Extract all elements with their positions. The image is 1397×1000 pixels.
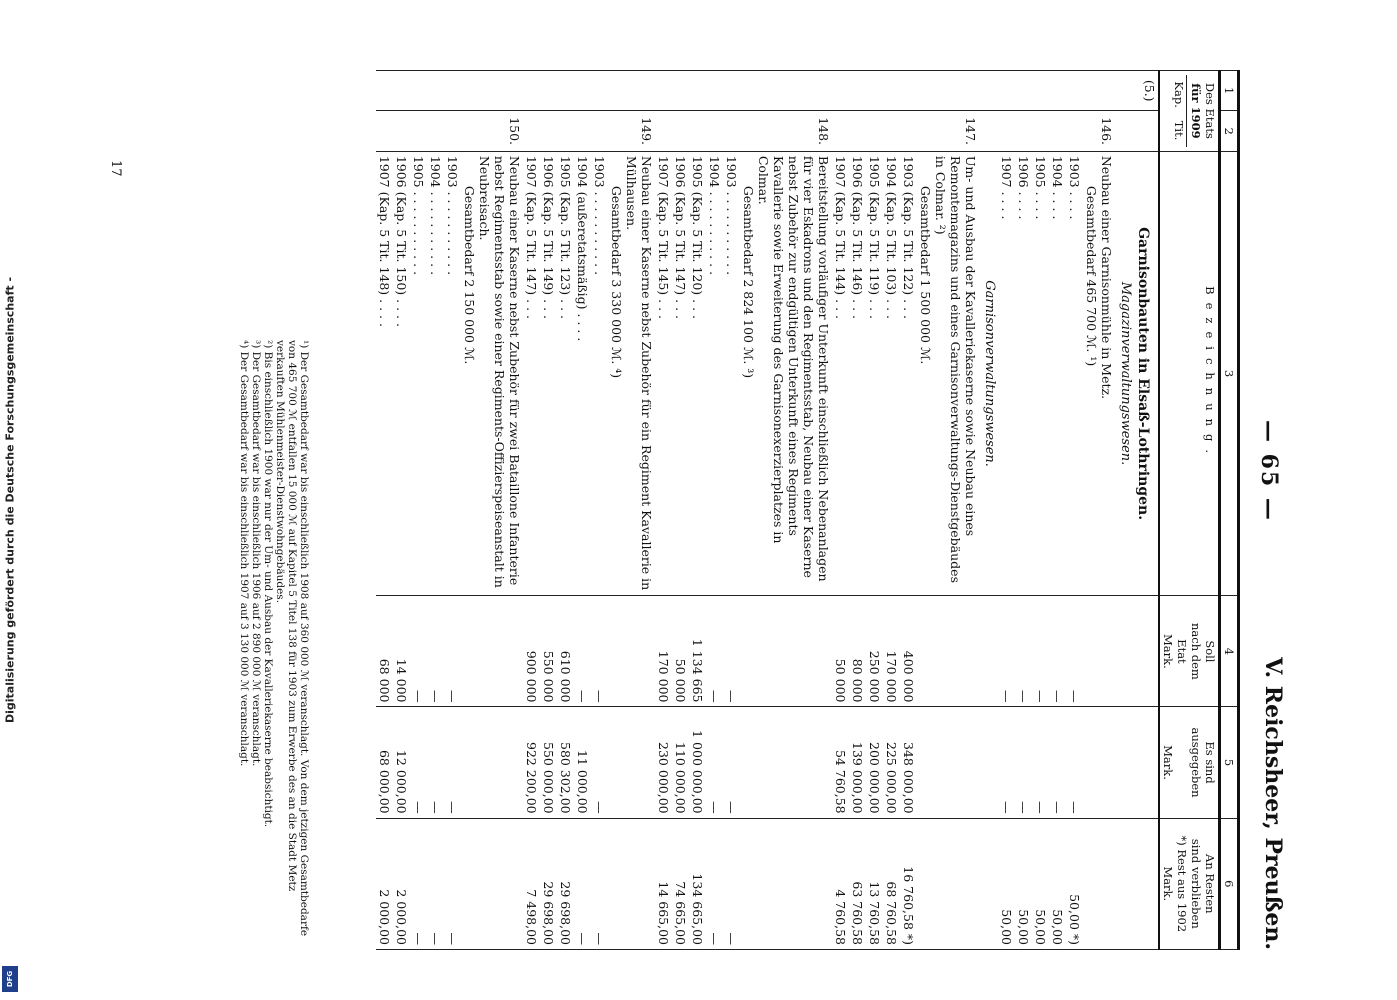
- page-number: — 65 —: [1256, 420, 1282, 522]
- rest-value: 29 698,00: [557, 818, 574, 949]
- col-number-3: 3: [1220, 151, 1239, 596]
- header-row: [1159, 71, 1220, 950]
- ausgegeben-value: —: [591, 707, 608, 818]
- ausgegeben-value: —: [444, 707, 461, 818]
- entry-description: Um- und Ausbau der Kavalleriekaserne sowie Neubau eines Remontemagazins und eines Garnisonverwaltungs-Dienstgebäudes in Colmar. ²): [933, 155, 978, 583]
- year-label: 1906 (Kap. 5 Tit. 147) . . .: [672, 151, 689, 596]
- entry-total: Gesamtbedarf 465 700 ℳ. ¹): [1084, 185, 1099, 367]
- year-row: [706, 71, 723, 950]
- ausg-label-1: Es sind: [1203, 741, 1217, 784]
- soll-value: 250 000: [866, 596, 883, 707]
- footnote: ³) Der Gesamtbedarf war bis einschließlich 1906 auf 2 890 000 ℳ veranschlagt.: [250, 340, 262, 767]
- rest-value: 29 698,00: [540, 818, 557, 949]
- year-label: 1904 (Kap. 5 Tit. 103) . . .: [883, 151, 900, 596]
- ausgegeben-value: 12 000,00: [393, 707, 410, 818]
- ausgegeben-value: 110 000,00: [672, 707, 689, 818]
- col-number-1: 1: [1220, 71, 1239, 111]
- entry-tit: 147.: [917, 111, 979, 151]
- rest-unit: Mark.: [1161, 866, 1175, 902]
- entry-row: [461, 71, 523, 950]
- rest-value: —: [444, 818, 461, 949]
- soll-value: —: [723, 596, 740, 707]
- soll-unit: Mark.: [1161, 634, 1175, 669]
- year-label: 1907 (Kap. 5 Tit. 148) . . . .: [376, 151, 393, 596]
- entry-total: Gesamtbedarf 1 500 000 ℳ.: [918, 185, 933, 365]
- etat-year: für 1909: [1189, 83, 1203, 139]
- year-row: [866, 71, 883, 950]
- year-row: [1066, 71, 1083, 950]
- col-number-4: 4: [1220, 596, 1239, 707]
- year-row: [883, 71, 900, 950]
- year-label: 1906 (Kap. 5 Tit. 149) . . .: [540, 151, 557, 596]
- year-row: [540, 71, 557, 950]
- soll-value: —: [1066, 596, 1083, 707]
- ausgegeben-value: 200 000,00: [866, 707, 883, 818]
- entry-description: Neubau einer Kaserne nebst Zubehör für zwei Bataillone Infanterie nebst Regimentsstab sowie einer Regiments-Offizierspeiseanstalt in Neubreisach.: [477, 155, 522, 588]
- year-row: [376, 71, 393, 950]
- ausgegeben-value: —: [1049, 707, 1066, 818]
- soll-value: —: [427, 596, 444, 707]
- ausgegeben-value: —: [998, 707, 1015, 818]
- heading-garnison-row: [979, 71, 998, 950]
- heading-magazin: Magazinverwaltungswesen.: [1118, 281, 1133, 466]
- entry-description: Neubau einer Garnisonmühle in Metz.: [1099, 155, 1114, 400]
- kap-header: Kap.: [1172, 81, 1186, 108]
- ausgegeben-value: 348 000,00: [900, 707, 917, 818]
- entry-description: Bereitstellung vorläufiger Unterkunft einschließlich Nebenanlagen für vier Eskadrons und den Regimentsstab, Neubau einer Kaserne nebst Zubehör zur endgültigen Unterkunft eines Regiments Kavallerie sowie Erweiterung des Garnisonexerzierplatzes in Colmar.: [756, 155, 831, 582]
- ausgegeben-value: —: [723, 707, 740, 818]
- ausg-unit: Mark.: [1161, 745, 1175, 780]
- ausgegeben-header: [1159, 707, 1220, 818]
- soll-value: —: [1032, 596, 1049, 707]
- rest-label-3: *) Rest aus 1902: [1175, 835, 1189, 933]
- ausgegeben-value: 68 000,00: [376, 707, 393, 818]
- entry-row: [917, 71, 979, 950]
- soll-value: 170 000: [655, 596, 672, 707]
- entry-total: Gesamtbedarf 2 824 100 ℳ. ³): [741, 185, 756, 379]
- year-row: [574, 71, 591, 950]
- year-label: 1905 (Kap. 5 Tit. 120) . . .: [689, 151, 706, 596]
- year-row: [655, 71, 672, 950]
- year-label: 1906 (Kap. 5 Tit. 146) . . .: [849, 151, 866, 596]
- rest-value: 50,00 *): [1066, 818, 1083, 949]
- year-label: 1905 . . . .: [1032, 151, 1049, 596]
- entry-row: [740, 71, 832, 950]
- year-label: 1904 . . . . . . . . . . .: [706, 151, 723, 596]
- soll-value: 550 000: [540, 596, 557, 707]
- page-wrapper: [100, 40, 1300, 990]
- digitization-sidebar: [0, 0, 20, 1000]
- rest-value: 4 760,58: [832, 818, 849, 949]
- year-label: 1907 (Kap. 5 Tit. 147) . . .: [523, 151, 540, 596]
- year-row: [1015, 71, 1032, 950]
- rest-value: 50,00: [1032, 818, 1049, 949]
- bezeichnung-header: Bezeichnung.: [1159, 151, 1220, 596]
- year-label: 1904 (außeretatsmäßig) . . . .: [574, 151, 591, 596]
- soll-value: —: [444, 596, 461, 707]
- ausgegeben-value: 11 000,00: [574, 707, 591, 818]
- ausgegeben-value: —: [1015, 707, 1032, 818]
- soll-header: [1159, 596, 1220, 707]
- soll-value: 170 000: [883, 596, 900, 707]
- year-label: 1903 (Kap. 5 Tit. 122) . . .: [900, 151, 917, 596]
- soll-value: 1 134 665: [689, 596, 706, 707]
- soll-value: 50 000: [832, 596, 849, 707]
- soll-value: 80 000: [849, 596, 866, 707]
- col-number-6: 6: [1220, 818, 1239, 949]
- year-row: [444, 71, 461, 950]
- year-row: [723, 71, 740, 950]
- ausgegeben-value: —: [427, 707, 444, 818]
- year-row: [672, 71, 689, 950]
- year-row: [1049, 71, 1066, 950]
- year-label: 1906 (Kap. 5 Tit. 150) . . . .: [393, 151, 410, 596]
- ausgegeben-value: 1 000 000,00: [689, 707, 706, 818]
- rest-value: —: [706, 818, 723, 949]
- year-row: [689, 71, 706, 950]
- entry-tit: 148.: [740, 111, 832, 151]
- ausgegeben-value: 225 000,00: [883, 707, 900, 818]
- digitization-credit: Digitalisierung gefördert durch die Deutsche Forschungsgemeinschaft -: [3, 276, 17, 724]
- year-row: [523, 71, 540, 950]
- rest-value: 50,00: [1015, 818, 1032, 949]
- rest-value: 74 665,00: [672, 818, 689, 949]
- entry-row: [1083, 71, 1115, 950]
- footnotes: [238, 340, 310, 940]
- year-row: [393, 71, 410, 950]
- soll-label-3: Etat: [1175, 639, 1189, 664]
- footnote: ²) Bis einschließlich 1900 war nur der Um- und Ausbau der Kavalleriekaserne beabsichtigt.: [262, 340, 274, 828]
- section-title: V. Reichsheer, Preußen.: [1260, 657, 1286, 950]
- soll-value: —: [1049, 596, 1066, 707]
- year-label: 1904 . . . . . . . . . . .: [427, 151, 444, 596]
- ausg-label-2: ausgegeben: [1189, 727, 1203, 798]
- entry-tit: 150.: [461, 111, 523, 151]
- year-label: 1904 . . . .: [1049, 151, 1066, 596]
- year-label: 1907 (Kap. 5 Tit. 144) . . .: [832, 151, 849, 596]
- column-number-row: [1220, 71, 1239, 950]
- year-row: [1032, 71, 1049, 950]
- soll-label-1: Soll: [1203, 640, 1217, 663]
- soll-value: 400 000: [900, 596, 917, 707]
- table-body: [376, 71, 1159, 950]
- year-label: 1905 (Kap. 5 Tit. 123) . . .: [557, 151, 574, 596]
- year-row: [832, 71, 849, 950]
- year-label: 1905 (Kap. 5 Tit. 119) . . .: [866, 151, 883, 596]
- year-row: [557, 71, 574, 950]
- col-number-5: 5: [1220, 707, 1239, 818]
- entry-tit: 146.: [1083, 111, 1115, 151]
- rest-value: 13 760,58: [866, 818, 883, 949]
- year-row: [900, 71, 917, 950]
- rest-value: —: [723, 818, 740, 949]
- rest-value: 134 665,00: [689, 818, 706, 949]
- entry-total: Gesamtbedarf 2 150 000 ℳ.: [462, 185, 477, 365]
- year-label: 1903 . . . . . . . . . . .: [591, 151, 608, 596]
- soll-value: —: [574, 596, 591, 707]
- soll-label-2: nach dem: [1189, 623, 1203, 680]
- soll-value: —: [591, 596, 608, 707]
- rest-value: 50,00: [1049, 818, 1066, 949]
- rest-value: —: [591, 818, 608, 949]
- budget-table: [376, 70, 1240, 950]
- soll-value: 50 000: [672, 596, 689, 707]
- rest-label-1: An Resten: [1203, 854, 1217, 914]
- rest-value: 14 665,00: [655, 818, 672, 949]
- soll-value: —: [410, 596, 427, 707]
- rest-value: —: [410, 818, 427, 949]
- soll-value: —: [706, 596, 723, 707]
- year-label: 1903 . . . . . . . . . . .: [444, 151, 461, 596]
- entry-row: [608, 71, 655, 950]
- rest-value: —: [574, 818, 591, 949]
- footnote: ⁴) Der Gesamtbedarf war bis einschließlich 1907 auf 3 130 000 ℳ veranschlagt.: [238, 340, 250, 767]
- entry-total: Gesamtbedarf 3 330 000 ℳ. ⁴): [609, 185, 624, 379]
- rest-value: 16 760,58 *): [900, 818, 917, 949]
- soll-value: 610 000: [557, 596, 574, 707]
- soll-value: —: [998, 596, 1015, 707]
- ausgegeben-value: 922 200,00: [523, 707, 540, 818]
- year-row: [998, 71, 1015, 950]
- etat-header: [1159, 71, 1220, 152]
- ausgegeben-value: 230 000,00: [655, 707, 672, 818]
- rest-value: 68 760,58: [883, 818, 900, 949]
- ausgegeben-value: 550 000,00: [540, 707, 557, 818]
- etat-label: Des Etats: [1203, 82, 1217, 139]
- soll-value: 900 000: [523, 596, 540, 707]
- rest-value: —: [427, 818, 444, 949]
- kap-label: (5.): [1115, 71, 1159, 111]
- year-row: [410, 71, 427, 950]
- year-row: [427, 71, 444, 950]
- rest-value: 63 760,58: [849, 818, 866, 949]
- tit-header: Tit.: [1172, 120, 1186, 141]
- ausgegeben-value: 580 302,00: [557, 707, 574, 818]
- ausgegeben-value: 54 760,58: [832, 707, 849, 818]
- bottom-number: 17: [108, 160, 123, 177]
- ausgegeben-value: 139 000,00: [849, 707, 866, 818]
- soll-value: 68 000: [376, 596, 393, 707]
- year-label: 1906 . . . .: [1015, 151, 1032, 596]
- rest-label-2: sind verblieben: [1189, 838, 1203, 929]
- soll-value: —: [1015, 596, 1032, 707]
- rest-value: 2 000,00: [376, 818, 393, 949]
- heading-garnison: Garnisonverwaltungswesen.: [982, 280, 997, 467]
- year-label: 1907 (Kap. 5 Tit. 145) . . .: [655, 151, 672, 596]
- heading-main: Garnisonbauten in Elsaß-Lothringen.: [1135, 227, 1151, 521]
- soll-value: 14 000: [393, 596, 410, 707]
- rest-value: 7 498,00: [523, 818, 540, 949]
- heading-row: [1115, 71, 1159, 950]
- year-label: 1903 . . . .: [1066, 151, 1083, 596]
- ausgegeben-value: —: [706, 707, 723, 818]
- year-row: [849, 71, 866, 950]
- reste-header: [1159, 818, 1220, 949]
- entry-tit: 149.: [608, 111, 655, 151]
- rest-value: 50,00: [998, 818, 1015, 949]
- dfg-logo-icon: DFG: [2, 966, 18, 992]
- year-label: 1903 . . . . . . . . . . .: [723, 151, 740, 596]
- ausgegeben-value: —: [1066, 707, 1083, 818]
- footnote: ¹) Der Gesamtbedarf war bis einschließlich 1908 auf 360 000 ℳ veranschlagt. Von dem jetzigen Gesamtbedarfe von 465 700 ℳ entfallen 15 000 ℳ auf Kapitel 5 Titel 138 für 1903 zum Erwerbe des an die Stadt Metz verkauften Mühlenmeister-Dienstwohngebäudes.: [274, 340, 310, 937]
- year-label: 1907 . . . .: [998, 151, 1015, 596]
- col-number-2: 2: [1220, 111, 1239, 151]
- year-label: 1905 . . . . . . . . . . .: [410, 151, 427, 596]
- document-page: [100, 40, 1300, 990]
- year-row: [591, 71, 608, 950]
- entry-description: Neubau einer Kaserne nebst Zubehör für ein Regiment Kavallerie in Mülhausen.: [624, 155, 654, 591]
- ausgegeben-value: —: [410, 707, 427, 818]
- rest-value: 2 000,00: [393, 818, 410, 949]
- ausgegeben-value: —: [1032, 707, 1049, 818]
